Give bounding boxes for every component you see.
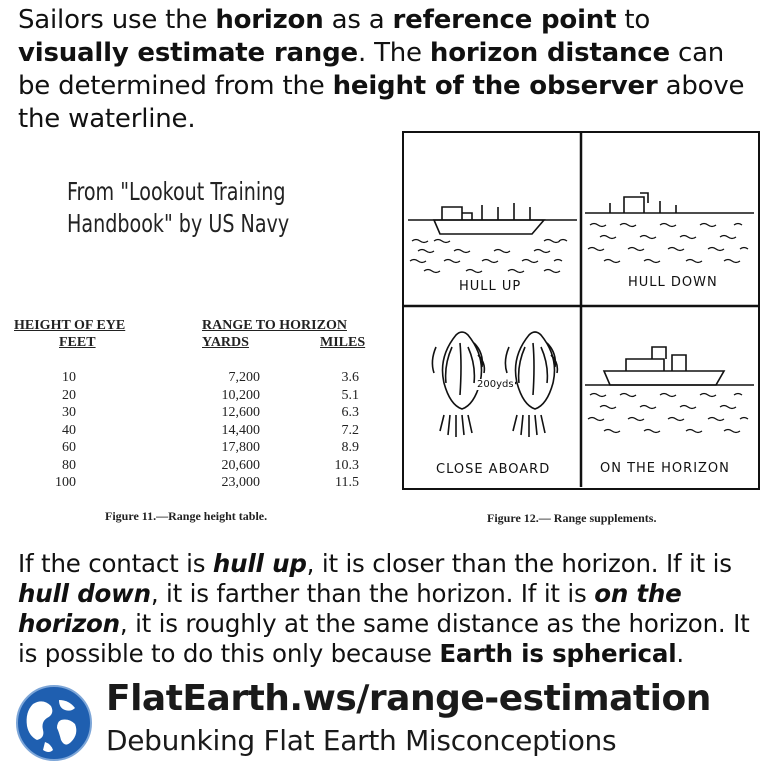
header-height-of-eye: HEIGHT OF EYE <box>14 318 126 333</box>
header-yards: YARDS <box>202 335 249 350</box>
conclusion-bold-italic: hull down <box>18 579 151 608</box>
intro-text: Sailors use the <box>18 5 216 35</box>
source-attribution <box>67 176 322 240</box>
intro-text: as a <box>323 5 393 35</box>
figure-12-caption: Figure 12.— Range supplements. <box>487 511 657 525</box>
table-cell-feet: 20 <box>62 387 76 403</box>
conclusion-text: , it is closer than the horizon. If it is <box>306 549 732 578</box>
on-horizon-waves <box>588 394 748 433</box>
conclusion-bold-italic: hull up <box>212 549 307 578</box>
table-cell-yards: 10,200 <box>221 387 260 403</box>
source-line-2: Handbook" by US Navy <box>67 209 290 238</box>
table-cell-feet: 40 <box>62 422 76 438</box>
source-line-1: From "Lookout Training <box>67 177 286 206</box>
table-cell-feet: 30 <box>62 405 76 420</box>
table-cell-yards: 23,000 <box>221 475 260 490</box>
intro-text: to <box>616 5 651 35</box>
site-url: FlatEarth.ws/range-estimation <box>106 678 711 719</box>
conclusion-text: If the contact is <box>18 549 213 578</box>
intro-bold: reference point <box>392 5 617 35</box>
panels-drawing <box>404 133 758 487</box>
conclusion-bold: Earth is spherical <box>439 639 677 668</box>
intro-text: . The <box>357 38 430 68</box>
table-cell-miles: 11.5 <box>335 475 359 490</box>
label-hull-down: HULL DOWN <box>628 275 718 290</box>
figure-11-caption: Figure 11.—Range height table. <box>105 509 268 523</box>
table-cell-miles: 7.2 <box>341 422 359 438</box>
globe-logo-icon <box>15 684 93 762</box>
table-cell-miles: 10.3 <box>334 457 359 473</box>
table-cell-yards: 14,400 <box>221 422 260 438</box>
site-tagline: Debunking Flat Earth Misconceptions <box>106 724 617 757</box>
header-feet: FEET <box>59 335 96 350</box>
intro-bold: visually estimate range <box>18 38 358 68</box>
table-cell-yards: 20,600 <box>221 457 260 473</box>
intro-bold: height of the observer <box>332 71 658 101</box>
table-cell-feet: 10 <box>62 370 76 385</box>
on-horizon-ship <box>604 347 724 385</box>
range-supplements-figure <box>402 131 760 490</box>
table-cell-feet: 80 <box>62 457 76 473</box>
label-on-the-horizon: ON THE HORIZON <box>600 461 730 476</box>
conclusion-text: , it is roughly at the same distance as the horizon. It is possible to do this only because <box>18 609 750 668</box>
table-cell-miles: 5.1 <box>341 387 359 403</box>
intro-text: above the waterline. <box>18 71 745 134</box>
header-miles: MILES <box>320 335 366 350</box>
hull-down-waves <box>588 224 748 263</box>
table-cell-yards: 17,800 <box>221 440 260 455</box>
hull-up-waves <box>410 240 567 273</box>
label-close-aboard: CLOSE ABOARD <box>436 462 551 477</box>
intro-text: can be determined from the <box>18 38 725 101</box>
label-hull-up: HULL UP <box>459 279 522 294</box>
intro-bold: horizon <box>215 5 324 35</box>
table-cell-yards: 7,200 <box>228 370 260 385</box>
label-200yds: 200yds <box>477 379 514 390</box>
hull-down-ship <box>610 193 676 213</box>
conclusion-paragraph <box>18 549 758 669</box>
table-cell-miles: 3.6 <box>341 370 359 385</box>
conclusion-text: , it is farther than the horizon. If it is <box>150 579 595 608</box>
table-cell-feet: 60 <box>62 440 76 455</box>
conclusion-text: . <box>676 639 684 668</box>
table-cell-miles: 6.3 <box>341 405 359 420</box>
table-cell-miles: 8.9 <box>341 440 359 455</box>
intro-paragraph <box>18 4 758 136</box>
header-range-to-horizon: RANGE TO HORIZON <box>202 318 347 333</box>
table-cell-feet: 100 <box>55 475 76 490</box>
hull-up-ship <box>434 203 544 234</box>
table-cell-yards: 12,600 <box>221 405 260 420</box>
intro-bold: horizon distance <box>429 38 670 68</box>
conclusion-bold-italic: on the horizon <box>18 579 682 638</box>
